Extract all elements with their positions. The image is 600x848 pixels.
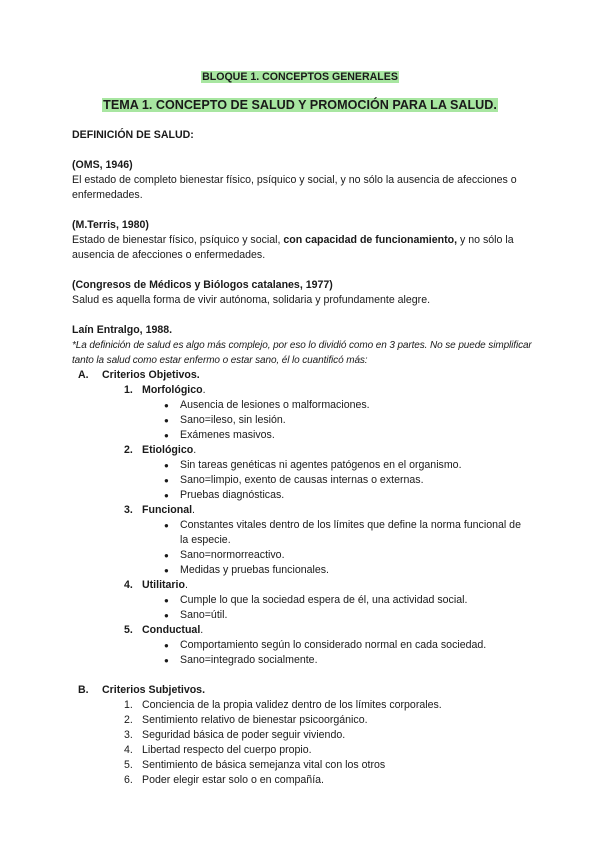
objetivo-name-text: Etiológico <box>142 444 194 456</box>
objetivo-item <box>124 443 542 458</box>
objetivo-bullet <box>164 413 542 428</box>
objetivo-name <box>142 578 188 593</box>
objetivo-name-text: Morfológico <box>142 384 203 396</box>
objetivo-bullet-text: Ausencia de lesiones o malformaciones. <box>180 399 370 411</box>
subjetivo-item <box>124 713 542 728</box>
objetivo-name <box>142 623 203 638</box>
objetivo-bullet-text: Sano=normorreactivo. <box>180 549 285 561</box>
criterios-objetivos-list <box>72 383 542 668</box>
objetivo-number: 4. <box>124 579 133 591</box>
subjetivo-item <box>124 773 542 788</box>
objetivo-period: . <box>200 624 204 636</box>
criterios-subjetivos-heading: B. Criterios Subjetivos. <box>78 684 206 696</box>
subjetivo-text: Conciencia de la propia validez dentro de los límites corporales. <box>142 699 442 711</box>
objetivo-bullet <box>164 653 542 668</box>
subjetivo-text: Libertad respecto del cuerpo propio. <box>142 744 312 756</box>
congresos-source: (Congresos de Médicos y Biólogos catalanes, 1977) <box>72 279 333 291</box>
objetivo-period: . <box>202 384 206 396</box>
bloque-heading: BLOQUE 1. CONCEPTOS GENERALES <box>202 71 398 83</box>
objetivo-name <box>142 443 196 458</box>
objetivo-bullet-text: Constantes vitales dentro de los límites que define la norma funcional de la especie. <box>180 519 521 546</box>
objetivo-name <box>142 503 195 518</box>
subjetivo-number: 3. <box>124 729 133 741</box>
objetivo-bullet-text: Sano=integrado socialmente. <box>180 654 318 666</box>
bullet-icon: ● <box>164 551 169 560</box>
objetivo-period: . <box>193 444 197 456</box>
document-body <box>72 128 542 788</box>
bullet-icon: ● <box>164 401 169 410</box>
subjetivo-text: Seguridad básica de poder seguir viviendo. <box>142 729 346 741</box>
objetivo-item <box>124 623 542 638</box>
objetivo-bullet-text: Sano=limpio, exento de causas internas o externas. <box>180 474 424 486</box>
objetivo-bullet <box>164 488 542 503</box>
objetivo-item <box>124 578 542 593</box>
bullet-icon: ● <box>164 656 169 665</box>
objetivo-bullet <box>164 638 542 653</box>
oms-source: (OMS, 1946) <box>72 159 133 171</box>
subjetivo-number: 6. <box>124 774 133 786</box>
terris-source: (M.Terris, 1980) <box>72 219 149 231</box>
subjetivo-number: 1. <box>124 699 133 711</box>
objetivo-bullet-text: Exámenes masivos. <box>180 429 275 441</box>
lain-note: *La definición de salud es algo más complejo, por eso lo dividió como en 3 partes. No se puede simplificar tanto la salud como estar enfermo o estar sano, él lo cuantificó más: <box>72 340 532 366</box>
objetivo-number: 3. <box>124 504 133 516</box>
objetivo-bullet <box>164 458 542 473</box>
subjetivo-item <box>124 698 542 713</box>
tema-heading: TEMA 1. CONCEPTO DE SALUD Y PROMOCIÓN PARA LA SALUD. <box>103 98 497 112</box>
objetivo-item <box>124 503 542 518</box>
subjetivo-item <box>124 758 542 773</box>
objetivo-bullet-text: Pruebas diagnósticas. <box>180 489 285 501</box>
objetivo-bullet <box>164 428 542 443</box>
criterios-objetivos-heading: A. Criterios Objetivos. <box>78 369 200 381</box>
subjetivo-text: Poder elegir estar solo o en compañía. <box>142 774 324 786</box>
objetivo-bullet-text: Sin tareas genéticas ni agentes patógenos en el organismo. <box>180 459 462 471</box>
subjetivo-text: Sentimiento relativo de bienestar psicoorgánico. <box>142 714 368 726</box>
objetivo-bullet-text: Medidas y pruebas funcionales. <box>180 564 329 576</box>
objetivo-bullet <box>164 548 542 563</box>
oms-text: El estado de completo bienestar físico, psíquico y social, y no sólo la ausencia de afecciones o enfermedades. <box>72 174 517 201</box>
objetivo-item <box>124 383 542 398</box>
bullet-icon: ● <box>164 611 169 620</box>
bullet-icon: ● <box>164 596 169 605</box>
objetivo-period: . <box>184 579 188 591</box>
objetivo-bullet <box>164 398 542 413</box>
subjetivo-text: Sentimiento de básica semejanza vital con los otros <box>142 759 386 771</box>
objetivo-bullet-text: Cumple lo que la sociedad espera de él, una actividad social. <box>180 594 468 606</box>
objetivo-bullet-text: Sano=útil. <box>180 609 228 621</box>
criterios-subjetivos-list <box>72 698 542 788</box>
terris-text: Estado de bienestar físico, psíquico y social, con capacidad de funcionamiento, y no sólo la ausencia de afecciones o enfermedades. <box>72 234 514 261</box>
subjetivo-number: 2. <box>124 714 133 726</box>
objetivo-name-text: Utilitario <box>142 579 185 591</box>
objetivo-period: . <box>192 504 195 516</box>
subjetivo-item <box>124 728 542 743</box>
objetivo-bullet-text: Comportamiento según lo considerado normal en cada sociedad. <box>180 639 487 651</box>
objetivo-bullet <box>164 593 542 608</box>
bullet-icon: ● <box>164 476 169 485</box>
objetivo-bullet <box>164 473 542 488</box>
bullet-icon: ● <box>164 566 169 575</box>
objetivo-number: 2. <box>124 444 133 456</box>
bullet-icon: ● <box>164 491 169 500</box>
objetivo-bullet <box>164 518 542 548</box>
lain-source: Laín Entralgo, 1988. <box>72 324 173 336</box>
objetivo-bullet <box>164 563 542 578</box>
subjetivo-number: 4. <box>124 744 133 756</box>
objetivo-name-text: Conductual <box>142 624 201 636</box>
objetivo-number: 5. <box>124 624 133 636</box>
bullet-icon: ● <box>164 461 169 470</box>
bullet-icon: ● <box>164 431 169 440</box>
objetivo-number: 1. <box>124 384 133 396</box>
bullet-icon: ● <box>164 416 169 425</box>
definicion-heading: DEFINICIÓN DE SALUD: <box>72 129 194 141</box>
subjetivo-item <box>124 743 542 758</box>
objetivo-name <box>142 383 206 398</box>
bullet-icon: ● <box>164 521 169 530</box>
objetivo-bullet-text: Sano=ileso, sin lesión. <box>180 414 286 426</box>
objetivo-bullet <box>164 608 542 623</box>
bullet-icon: ● <box>164 641 169 650</box>
objetivo-name-text: Funcional <box>142 504 193 516</box>
subjetivo-number: 5. <box>124 759 133 771</box>
congresos-text: Salud es aquella forma de vivir autónoma, solidaria y profundamente alegre. <box>72 294 431 306</box>
